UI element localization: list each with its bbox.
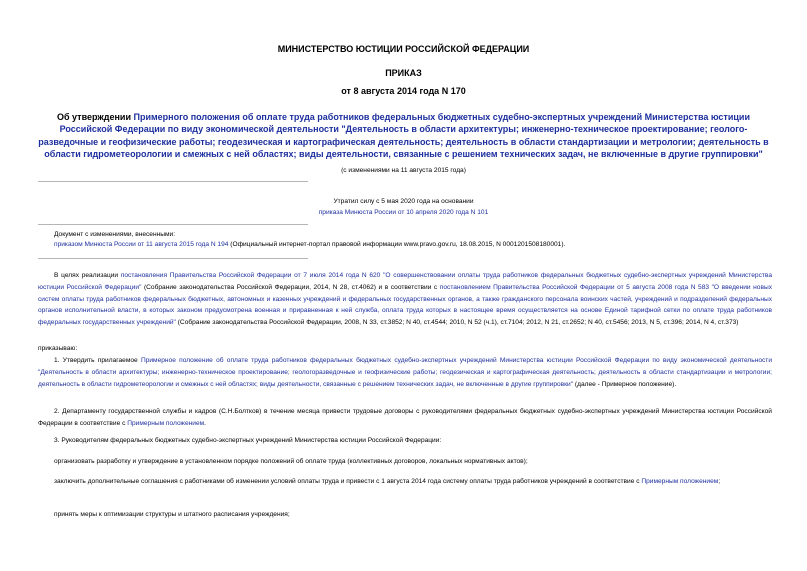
item-1-tail: (далее - Примерное положение). <box>573 380 677 388</box>
intro-link-2[interactable]: постановлением Правительства Российской Федерации от 5 августа 2008 года N 583 "О введении новых систем оплаты труда работников федеральных бюджетных, автономных и казенных учреждений и федеральных государственных органов, а также гражданского персонала воинских частей, учреждений и подразделений федеральных органов исполнительной власти, в которых законом предусмотрена военная и приравненная к ней служба, оплата труда которых в настоящее время осуществляется на основе Единой тарифной сетки по оплате труда работников федеральных государственных учреждений" <box>38 283 772 327</box>
order-word: приказываю: <box>38 345 78 352</box>
document-title <box>30 111 777 161</box>
item-3a-paragraph: организовать разработку и утверждение в установленном порядке положений об оплате труда (коллективных договоров, локальных нормативных актов); <box>54 458 528 465</box>
item-3c-paragraph: принять меры к оптимизации структуры и штатного расписания учреждения; <box>54 511 290 518</box>
item-2-paragraph <box>38 406 772 430</box>
item-2-text: 2. Департаменту государственной службы и кадров (С.Н.Болтков) в течение месяца привести трудовые договоры с руководителями федеральных бюджетных судебно-экспертных учреждений Министерства юстиции Российской Федерации в соответствие с <box>38 408 772 427</box>
title-prefix: Об утверждении <box>57 112 134 122</box>
changes-label: Документ с изменениями, внесенными: <box>54 231 176 238</box>
item-2-link[interactable]: Примерным положением <box>127 419 205 427</box>
divider-left <box>38 181 308 182</box>
title-link[interactable]: Примерного положения об оплате труда работников федеральных бюджетных судебно-экспертных учреждений Министерства юстиции Российской Федерации по виду экономической деятельности "Деятельность в области архитектуры; инженерно-техническое проектирование; геолого-разведочные и геофизические работы; геодезическая и картографическая деятельность; деятельность в области стандартизации и метрологии; деятельность в области гидрометеорологии и смежных с ней областях; виды деятельности, связанные с решением технических задач, не включенные в другие группировки" <box>38 112 769 160</box>
intro-link-1[interactable]: постановления Правительства Российской Федерации от 7 июля 2014 года N 620 "О совершенствовании оплаты труда работников федеральных бюджетных судебно-экспертных учреждений Министерства юстиции Российской Федерации" <box>38 272 772 291</box>
intro-paragraph <box>38 270 772 329</box>
item-1-link[interactable]: Примерное положение об оплате труда работников федеральных бюджетных судебно-экспертных учреждений Министерства юстиции Российской Федерации по виду экономической деятельности "Деятельность в области архитектуры; инженерно-техническое проектирование; геологоразведочные и геофизические работы; геодезическая и картографическая деятельность; деятельность в области стандартизации и метрологии; деятельность в области гидрометеорологии и смежных с ней областях; виды деятельности, связанные с решением технических задач, не включенные в другие группировки" <box>38 357 773 388</box>
edition-note: (с изменениями на 11 августа 2015 года) <box>341 167 466 174</box>
item-3b-paragraph <box>38 476 772 488</box>
item-3b-tail: ; <box>718 478 721 485</box>
doc-type-heading: ПРИКАЗ <box>385 68 422 78</box>
changes-line <box>54 240 774 250</box>
intro-text-2: (Собрание законодательства Российской Федерации, 2014, N 28, ст.4062) и в соответствии с <box>141 283 440 291</box>
item-1-text: 1. Утвердить прилагаемое <box>54 357 141 364</box>
changes-link[interactable]: приказом Минюста России от 11 августа 2015 года N 194 <box>54 241 229 248</box>
item-1-paragraph <box>38 355 772 390</box>
date-number-heading: от 8 августа 2014 года N 170 <box>341 86 466 96</box>
lost-force-text: Утратил силу с 5 мая 2020 года на основании <box>333 198 474 205</box>
divider-left-3 <box>38 258 308 259</box>
intro-text-1: В целях реализации <box>54 272 121 279</box>
divider-left-2 <box>38 224 308 225</box>
intro-text-3: (Собрание законодательства Российской Федерации, 2008, N 33, ст.3852; N 40, ст.4544; 2010, N 52 (ч.1), ст.7104; 2012, N 21, ст.2652; N 40, ст.5456; 2013, N 5, ст.396; 2014, N 4, ст.373) <box>175 319 739 327</box>
lost-force-link[interactable]: приказа Минюста России от 10 апреля 2020 года N 101 <box>318 209 489 216</box>
ministry-heading: МИНИСТЕРСТВО ЮСТИЦИИ РОССИЙСКОЙ ФЕДЕРАЦИИ <box>277 44 530 54</box>
item-3-paragraph: 3. Руководителям федеральных бюджетных судебно-экспертных учреждений Министерства юстиции Российской Федерации: <box>54 437 442 444</box>
lost-force-link-row <box>0 208 807 218</box>
changes-rest: (Официальный интернет-портал правовой информации www.pravo.gov.ru, 18.08.2015, N 0001201508180001). <box>228 241 566 248</box>
changes-block <box>54 230 774 250</box>
item-2-tail: . <box>204 419 206 427</box>
item-3b-text: заключить дополнительные соглашения с работниками об изменении условий оплаты труда и привести с 1 августа 2014 года систему оплаты труда работников учреждений в соответствие с <box>54 478 642 485</box>
item-3b-link[interactable]: Примерным положением <box>641 478 719 485</box>
